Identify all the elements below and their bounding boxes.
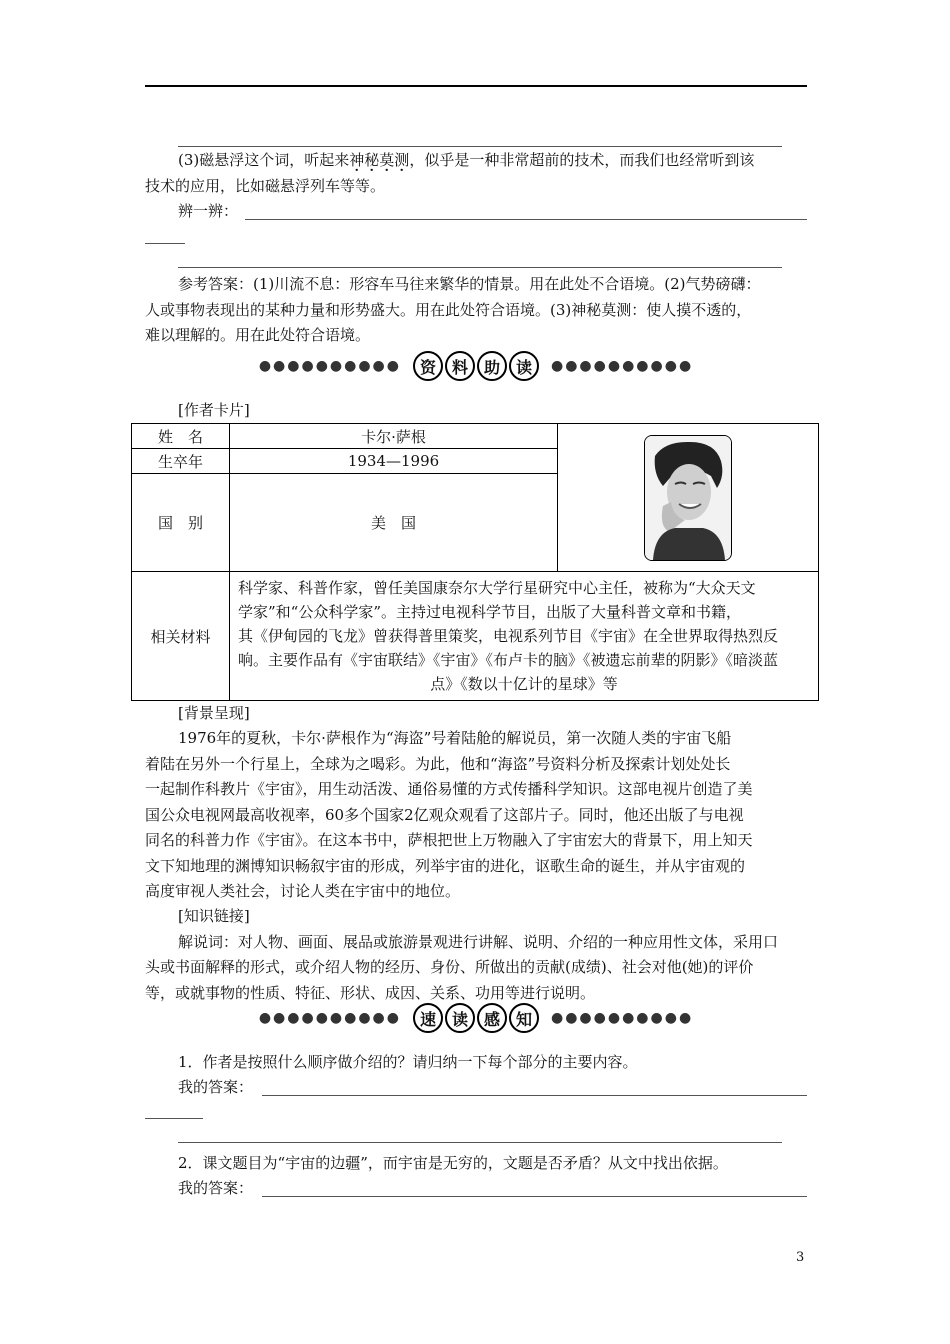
background-line: 国公众电视网最高收视率，60多个国家2亿观众观看了这部片子。同时，他还出版了与电视 [145, 806, 744, 824]
question-1: 1．作者是按照什么顺序做介绍的？请归纳一下每个部分的主要内容。 [178, 1053, 638, 1071]
question-2: 2．课文题目为“宇宙的边疆”，而宇宙是无穷的，文题是否矛盾？从文中找出依据。 [178, 1154, 728, 1172]
answer-line2: 人或事物表现出的某种力量和形势盛大。用在此处符合语境。(3)神秘莫测：使人摸不透的， [145, 301, 752, 319]
decor-dots: ●●●●●●●●●● [258, 358, 401, 374]
author-card-heading: [作者卡片] [178, 401, 250, 419]
material-line: 其《伊甸园的飞龙》曾获得普里策奖，电视系列节目《宇宙》在全世界取得热烈反 [238, 627, 779, 645]
decor-dots: ●●●●●●●●●● [258, 1010, 401, 1026]
decor-dots: ●●●●●●●●●● [551, 358, 694, 374]
section-char: 读 [445, 1003, 475, 1033]
answer-line[interactable] [262, 1095, 807, 1096]
header-rule [145, 85, 807, 87]
answer-line [245, 219, 807, 220]
section-char: 资 [413, 351, 443, 381]
answer-line[interactable] [262, 1196, 807, 1197]
answer-line3: 难以理解的。用在此处符合语境。 [145, 326, 371, 344]
background-line: 文下知地理的渊博知识畅叙宇宙的形成，列举宇宙的进化，讴歌生命的诞生，并从宇宙观的 [145, 857, 746, 875]
country-value: 美 国 [230, 474, 558, 572]
section-header-materials [145, 349, 807, 383]
background-line: 高度审视人类社会，讨论人类在宇宙中的地位。 [145, 882, 461, 900]
section-char: 知 [509, 1003, 539, 1033]
background-line: 1976年的夏秋，卡尔·萨根作为“海盗”号着陆舱的解说员，第一次随人类的宇宙飞船 [178, 729, 732, 747]
page-number: 3 [796, 1250, 805, 1265]
material-line: 响。主要作品有《宇宙联结》《宇宙》《布卢卡的脑》《被遗忘前辈的阴影》《暗淡蓝 [238, 651, 779, 669]
answer-line[interactable] [178, 1142, 782, 1143]
emphasis-char: 测 [394, 151, 410, 169]
material-line: 科学家、科普作家，曾任美国康奈尔大学行星研究中心主任，被称为“大众天文 [238, 579, 756, 597]
name-value: 卡尔·萨根 [230, 424, 558, 449]
answer-line [178, 267, 782, 268]
answer-line [145, 243, 185, 244]
background-line: 同名的科普力作《宇宙》。在这本书中，萨根把世上万物融入了宇宙宏大的背景下，用上知天 [145, 831, 753, 849]
q3-line1: (3)磁悬浮这个词，听起来神秘莫测，似乎是一种非常超前的技术，而我们也经常听到该 [178, 151, 755, 169]
emphasis-char: 秘 [364, 151, 380, 169]
emphasis-char: 莫 [379, 151, 395, 169]
answer-line[interactable] [145, 1118, 203, 1119]
section-header-quick-read [145, 1001, 807, 1035]
emphasis-char: 神 [349, 151, 365, 169]
answer-label: 我的答案： [178, 1078, 254, 1096]
answer-line1: 参考答案：(1)川流不息：形容车马往来繁华的情景。用在此处不合语境。(2)气势磅礴： [178, 275, 761, 293]
material-label: 相关材料 [132, 572, 230, 701]
author-card-table [131, 423, 819, 701]
material-line: 点》《数以十亿计的星球》等 [430, 675, 618, 693]
section-char: 速 [413, 1003, 443, 1033]
section-char: 感 [477, 1003, 507, 1033]
background-line: 一起制作科教片《宇宙》，用生动活泼、通俗易懂的方式传播科学知识。这部电视片创造了美 [145, 780, 753, 798]
material-text [230, 572, 819, 701]
knowledge-line: 解说词：对人物、画面、展品或旅游景观进行讲解、说明、介绍的一种应用性文体，采用口 [178, 933, 779, 951]
background-heading: [背景呈现] [178, 704, 250, 722]
background-line: 着陆在另外一个行星上，全球为之喝彩。为此，他和“海盗”号资料分析及探索计划处处长 [145, 755, 731, 773]
knowledge-line: 头或书面解释的形式，或介绍人物的经历、身份、所做出的贡献(成绩)、社会对他(她)的评价 [145, 958, 754, 976]
knowledge-heading: [知识链接] [178, 907, 250, 925]
q3-line2: 技术的应用，比如磁悬浮列车等等。 [145, 177, 386, 195]
name-label: 姓 名 [132, 424, 230, 449]
knowledge-line: 等，或就事物的性质、特征、形状、成因、关系、功用等进行说明。 [145, 984, 596, 1002]
photo-cell [558, 424, 819, 572]
material-line: 学家”和“公众科学家”。主持过电视科学节目，出版了大量科普文章和书籍， [238, 603, 742, 621]
answer-line [178, 146, 782, 147]
section-char: 读 [509, 351, 539, 381]
country-label: 国 别 [132, 474, 230, 572]
decor-dots: ●●●●●●●●●● [551, 1010, 694, 1026]
years-value: 1934—1996 [230, 449, 558, 474]
bian-label: 辨一辨： [178, 202, 239, 220]
section-char: 料 [445, 351, 475, 381]
years-label: 生卒年 [132, 449, 230, 474]
author-photo [644, 435, 732, 561]
section-char: 助 [477, 351, 507, 381]
answer-label: 我的答案： [178, 1179, 254, 1197]
